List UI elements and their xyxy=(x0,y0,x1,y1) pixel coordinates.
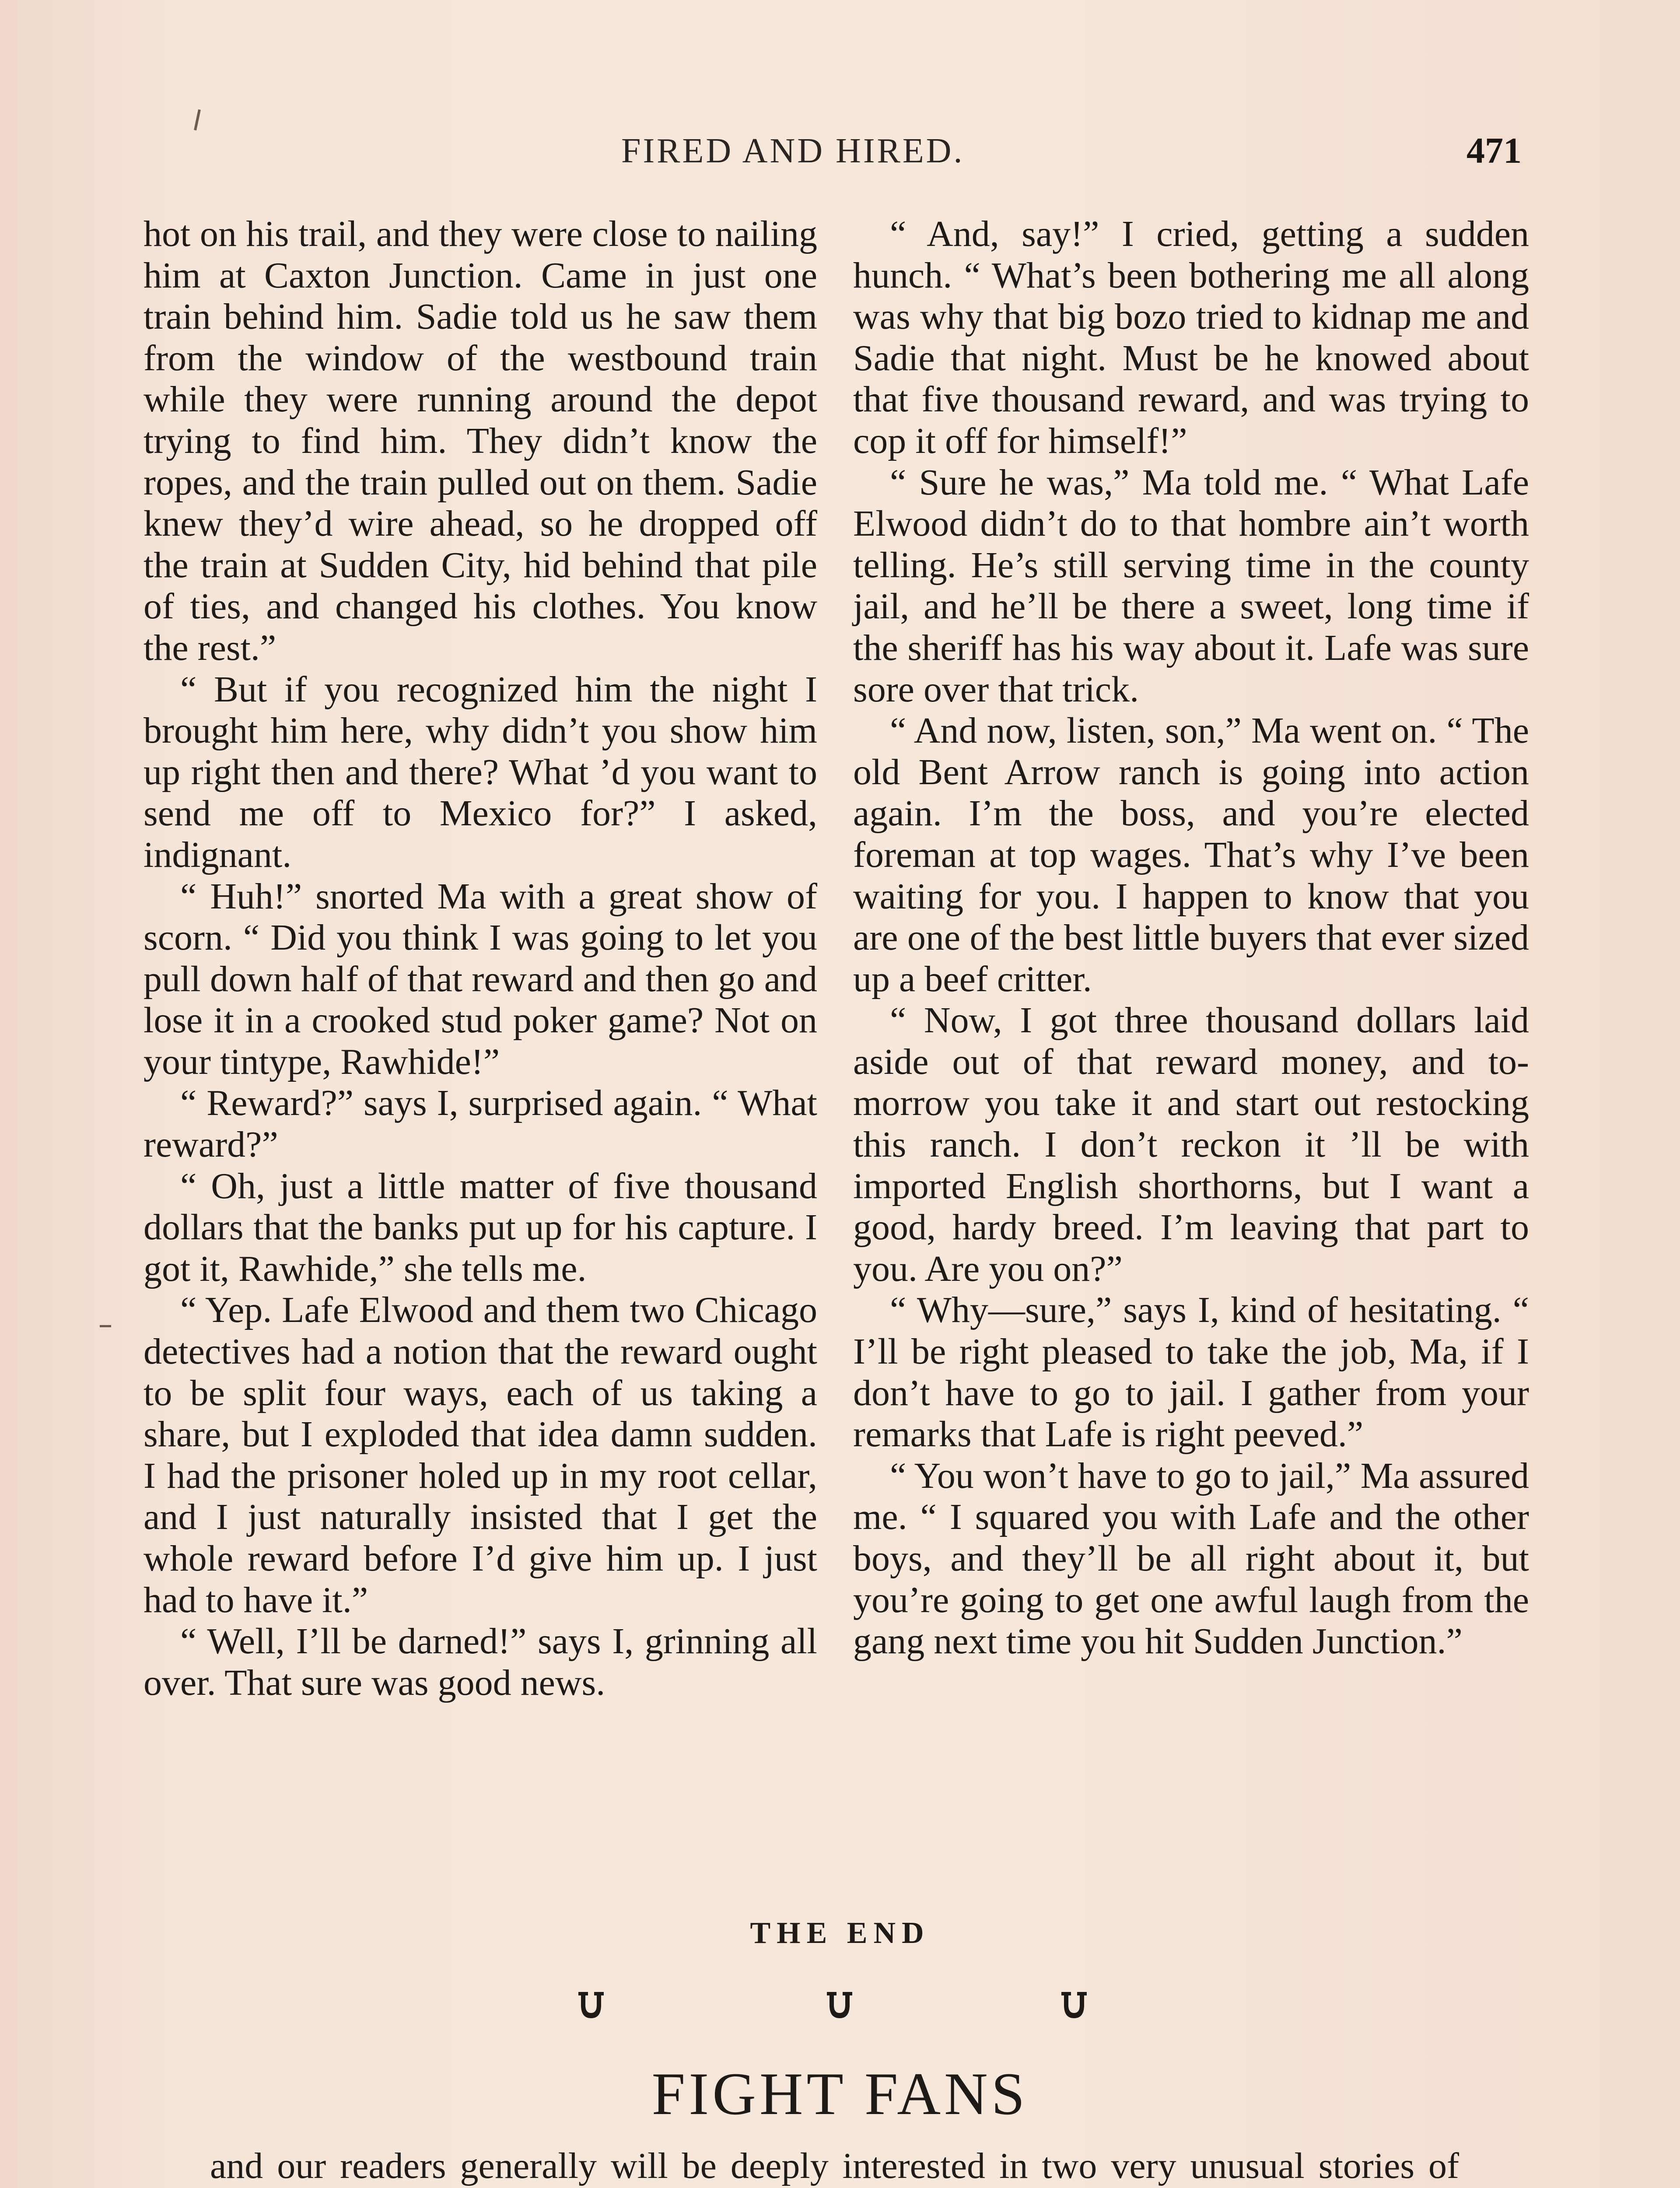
paragraph: “ Reward?” says I, surprised again. “ What reward?” xyxy=(144,1083,817,1165)
the-end-mark: THE END xyxy=(750,1916,930,1950)
paragraph: “ You won’t have to go to jail,” Ma assured me. “ I squared you with Lafe and the other boys, and they’ll be all right about it, but you’re going to get one awful laugh from the gang next time you hit Sudden Junction.” xyxy=(853,1455,1529,1662)
paragraph: “ Yep. Lafe Elwood and them two Chicago detectives had a notion that the reward ought to be split four ways, each of us taking a share, but I exploded that idea damn sudden. I had the prisoner holed up in my root cellar, and I just naturally insisted that I get the whole reward before I’d give him up. I just had to have it.” xyxy=(144,1290,817,1620)
paragraph: “ And now, listen, son,” Ma went on. “ The old Bent Arrow ranch is going into action again. I’m the boss, and you’re elected foreman at top wages. That’s why I’ve been waiting for you. I happen to know that you are one of the best little buyers that ever sized up a beef critter. xyxy=(853,710,1529,999)
horseshoe-ornament-icon xyxy=(824,1990,855,2021)
ink-mark xyxy=(194,109,201,130)
left-column xyxy=(144,214,817,1704)
paragraph: “ Now, I got three thousand dollars laid aside out of that reward money, and to-morrow you take it and start out restocking this ranch. I don’t reckon it ’ll be with imported English shorthorns, but I want a good, hardy breed. I’m leaving that part to you. Are you on?” xyxy=(853,1000,1529,1289)
paragraph: “ Why—sure,” says I, kind of hesitating. “ I’ll be right pleased to take the job, Ma, if I don’t have to go to jail. I gather from your remarks that Lafe is right peeved.” xyxy=(853,1290,1529,1455)
running-head: FIRED AND HIRED. xyxy=(621,132,965,170)
paragraph: hot on his trail, and they were close to nailing him at Caxton Junction. Came in just one train behind him. Sadie told us he saw them from the window of the westbound train while they were running around the depot trying to find him. They didn’t know the ropes, and the train pulled out on them. Sadie knew they’d wire ahead, so he dropped off the train at Sudden City, hid behind that pile of ties, and changed his clothes. You know the rest.” xyxy=(144,214,817,668)
notice-heading: FIGHT FANS xyxy=(651,2060,1029,2127)
right-column xyxy=(853,214,1529,1662)
page-number: 471 xyxy=(1466,130,1522,171)
horseshoe-ornament-icon xyxy=(576,1990,606,2021)
paragraph: “ Oh, just a little matter of five thousand dollars that the banks put up for his capture. I got it, Rawhide,” she tells me. xyxy=(144,1165,817,1289)
notice-body: and our readers generally will be deeply interested in two very unusual stories of xyxy=(210,2146,1459,2186)
paragraph: “ But if you recognized him the night I brought him here, why didn’t you show him up right then and there? What ’d you want to send me off to Mexico for?” I asked, indignant. xyxy=(144,669,817,875)
paragraph: “ Huh!” snorted Ma with a great show of scorn. “ Did you think I was going to let you pull down half of that reward and then go and lose it in a crooked stud poker game? Not on your tintype, Rawhide!” xyxy=(144,876,817,1082)
paragraph: “ Sure he was,” Ma told me. “ What Lafe Elwood didn’t do to that hombre ain’t worth telling. He’s still serving time in the county jail, and he’ll be there a sweet, long time if the sheriff has his way about it. Lafe was sure sore over that trick. xyxy=(853,462,1529,710)
ornament-row xyxy=(0,1990,1680,2025)
paragraph: “ Well, I’ll be darned!” says I, grinning all over. That sure was good news. xyxy=(144,1621,817,1703)
horseshoe-ornament-icon xyxy=(1059,1990,1089,2021)
ink-mark xyxy=(100,1325,111,1327)
paragraph: “ And, say!” I cried, getting a sudden hunch. “ What’s been bothering me all along was why that big bozo tried to kidnap me and Sadie that night. Must be he knowed about that five thousand reward, and was trying to cop it off for himself!” xyxy=(853,214,1529,461)
